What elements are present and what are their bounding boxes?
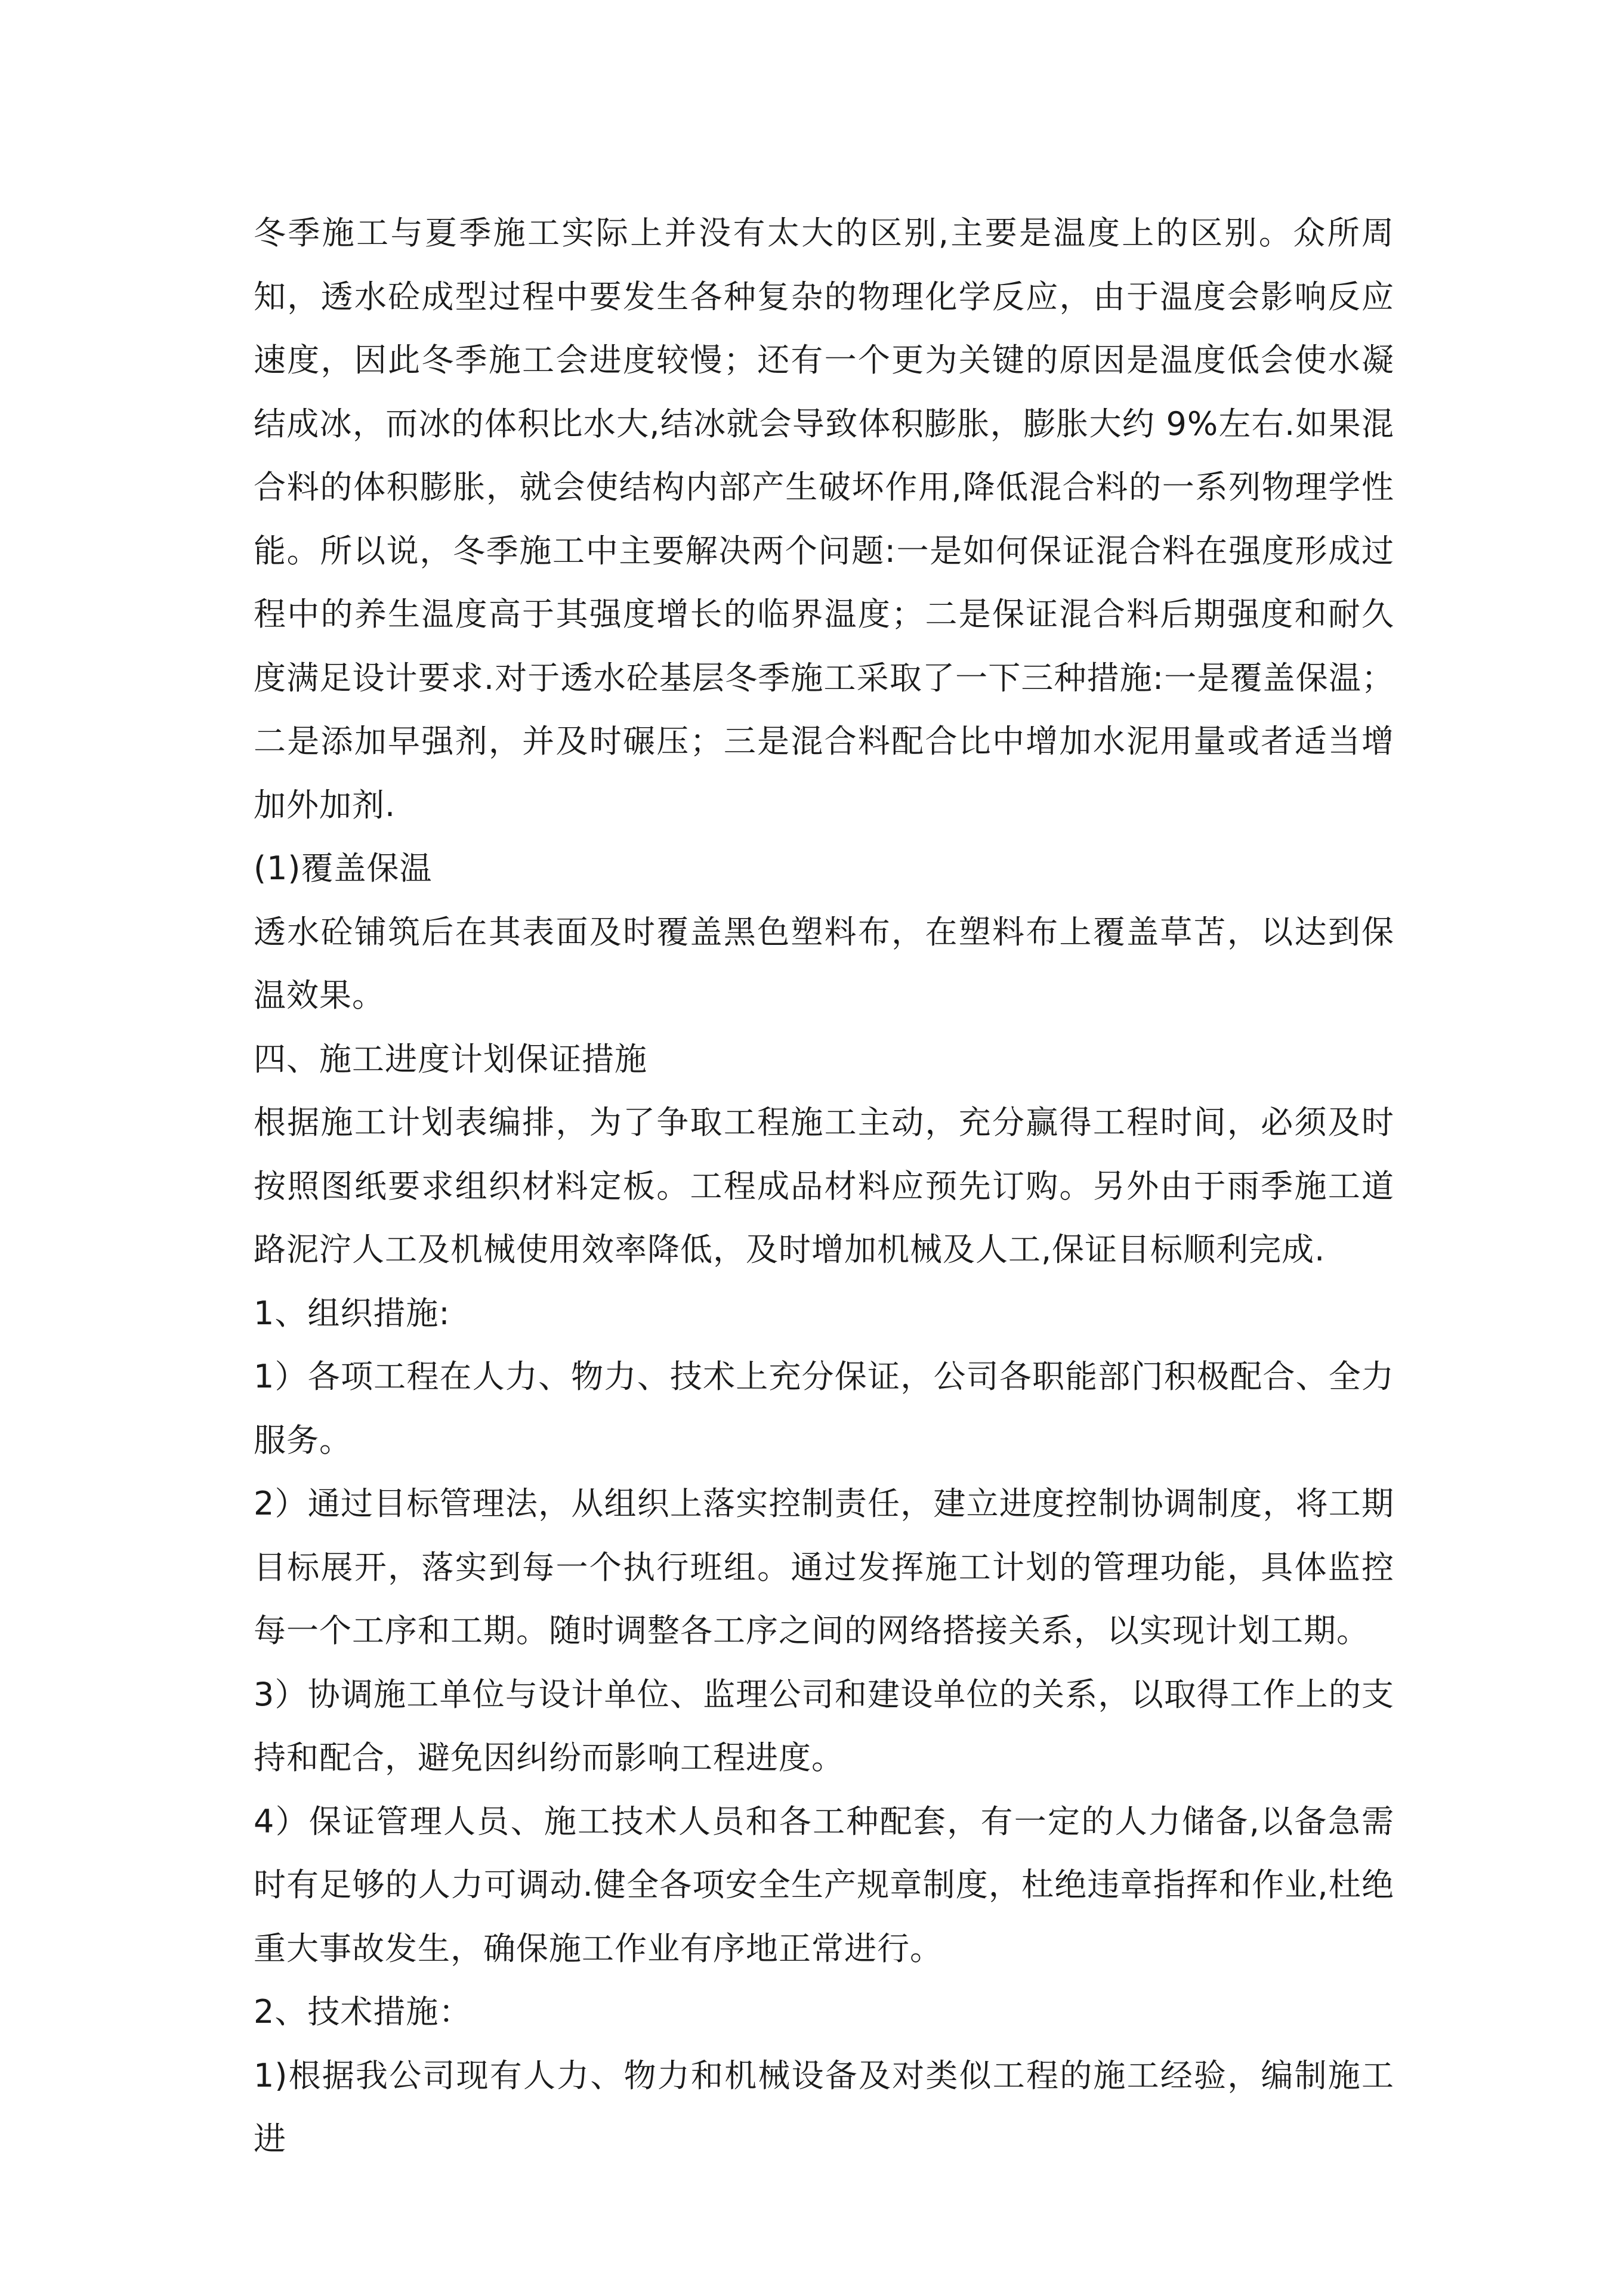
paragraph-cover-insulation: 透水砼铺筑后在其表面及时覆盖黑色塑料布，在塑料布上覆盖草苫，以达到保温效果。 xyxy=(254,913,1394,1014)
paragraph-schedule-intro: 根据施工计划表编排，为了争取工程施工主动，充分赢得工程时间，必须及时按照图纸要求组织材料定板。工程成品材料应预先订购。另外由于雨季施工道路泥泞人工及机械使用效率降低，及时增加机械及人工,保证目标顺利完成. xyxy=(254,1104,1394,1268)
paragraph-winter-construction: 冬季施工与夏季施工实际上并没有太大的区别,主要是温度上的区别。众所周知，透水砼成型过程中要发生各种复杂的物理化学反应，由于温度会影响反应速度，因此冬季施工会进度较慢；还有一个更为关键的原因是温度低会使水凝结成冰，而冰的体积比水大,结冰就会导致体积膨胀，膨胀大约 9%左右.如果混合料的体积膨胀，就会使结构内部产生破坏作用,降低混合料的一系列物理学性能。所以说，冬季施工中主要解决两个问题:一是如何保证混合料在强度形成过程中的养生温度高于其强度增长的临界温度；二是保证混合料后期强度和耐久度满足设计要求.对于透水砼基层冬季施工采取了一下三种措施:一是覆盖保温；二是添加早强剂，并及时碾压；三是混合料配合比中增加水泥用量或者适当增加外加剂. xyxy=(254,214,1394,824)
list-item-3: 3）协调施工单位与设计单位、监理公司和建设单位的关系，以取得工作上的支持和配合，避免因纠纷而影响工程进度。 xyxy=(254,1675,1394,1776)
heading-technical-measures: 2、技术措施： xyxy=(254,1993,472,2031)
section-heading-schedule-measures: 四、施工进度计划保证措施 xyxy=(254,1040,647,1078)
heading-cover-insulation: (1)覆盖保温 xyxy=(254,849,433,887)
list-item-4: 4）保证管理人员、施工技术人员和各工种配套，有一定的人力储备,以备急需时有足够的人力可调动.健全各项安全生产规章制度，杜绝违章指挥和作业,杜绝重大事故发生，确保施工作业有序地正常进行。 xyxy=(254,1802,1394,1967)
heading-organization-measures: 1、组织措施: xyxy=(254,1294,450,1332)
document-body xyxy=(254,202,1394,2171)
list-item-2: 2）通过目标管理法，从组织上落实控制责任，建立进度控制协调制度，将工期目标展开，落实到每一个执行班组。通过发挥施工计划的管理功能，具体监控每一个工序和工期。随时调整各工序之间的网络搭接关系，以实现计划工期。 xyxy=(254,1485,1394,1649)
list-item-technical-1: 1)根据我公司现有人力、物力和机械设备及对类似工程的施工经验，编制施工进 xyxy=(254,2056,1394,2158)
list-item-1: 1）各项工程在人力、物力、技术上充分保证，公司各职能部门积极配合、全力服务。 xyxy=(254,1358,1394,1459)
